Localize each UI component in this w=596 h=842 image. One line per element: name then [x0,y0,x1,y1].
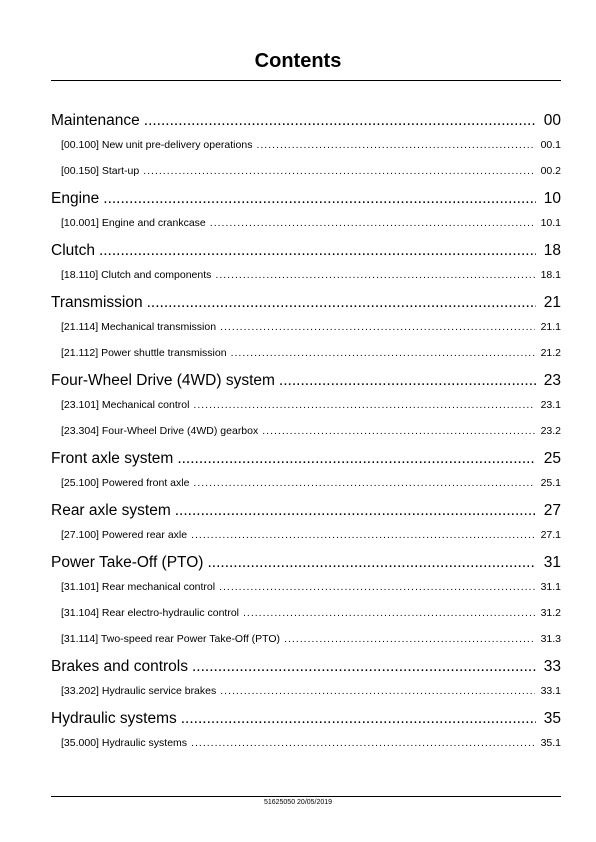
section-title: Rear axle system [51,502,171,519]
toc-section-entry[interactable] [51,190,561,210]
section-page-number: 35 [543,710,561,727]
section-page-number: 00 [543,112,561,129]
toc-subsection-entry[interactable] [51,600,561,626]
subsection-page-number: 33.1 [540,685,561,697]
footer-doc-id: 51625050 20/05/2019 [263,799,333,806]
toc-section [51,190,561,242]
section-title: Maintenance [51,112,140,129]
dot-leader [191,730,535,756]
subsection-page-number: 31.1 [540,581,561,593]
dot-leader [243,600,535,626]
subsection-page-number: 21.2 [540,347,561,359]
dot-leader [147,294,536,312]
section-spacer [51,756,561,762]
toc-section [51,502,561,554]
dot-leader [231,340,535,366]
toc-subsection-entry[interactable] [51,574,561,600]
subsection-title: [21.114] Mechanical transmission [61,321,217,333]
section-title: Transmission [51,294,143,311]
section-page-number: 18 [543,242,561,259]
subsection-title: [25.100] Powered front axle [61,477,190,489]
subsection-title: [00.100] New unit pre-delivery operations [61,139,253,151]
section-title: Four-Wheel Drive (4WD) system [51,372,275,389]
subsection-title: [31.101] Rear mechanical control [61,581,216,593]
title-divider [51,80,561,81]
section-page-number: 25 [543,450,561,467]
toc-section-entry[interactable] [51,450,561,470]
toc-subsection-entry[interactable] [51,418,561,444]
section-page-number: 31 [543,554,561,571]
toc-section [51,450,561,502]
subsection-page-number: 23.2 [540,425,561,437]
toc-subsection-entry[interactable] [51,210,561,236]
dot-leader [143,158,534,184]
page-title: Contents [254,50,342,72]
section-page-number: 21 [543,294,561,311]
subsection-page-number: 25.1 [540,477,561,489]
dot-leader [193,470,534,496]
subsection-title: [21.112] Power shuttle transmission [61,347,227,359]
dot-leader [144,112,536,130]
toc-subsection-entry[interactable] [51,314,561,340]
toc-section [51,112,561,190]
section-page-number: 27 [543,502,561,519]
footer-divider [51,796,561,797]
dot-leader [219,574,534,600]
subsection-title: [10.001] Engine and crankcase [61,217,206,229]
subsection-page-number: 31.3 [540,633,561,645]
toc-section [51,658,561,710]
subsection-page-number: 00.1 [540,139,561,151]
toc-section [51,242,561,294]
subsection-page-number: 18.1 [540,269,561,281]
subsection-page-number: 10.1 [540,217,561,229]
subsection-title: [23.101] Mechanical control [61,399,190,411]
toc-subsection-entry[interactable] [51,132,561,158]
subsection-title: [00.150] Start-up [61,165,140,177]
toc-subsection-entry[interactable] [51,262,561,288]
section-title: Power Take-Off (PTO) [51,554,204,571]
table-of-contents [51,112,561,762]
subsection-title: [27.100] Powered rear axle [61,529,188,541]
subsection-title: [31.104] Rear electro-hydraulic control [61,607,240,619]
subsection-title: [23.304] Four-Wheel Drive (4WD) gearbox [61,425,259,437]
section-title: Brakes and controls [51,658,188,675]
toc-section-entry[interactable] [51,710,561,730]
toc-section-entry[interactable] [51,372,561,392]
subsection-title: [31.114] Two-speed rear Power Take-Off (PTO) [61,633,281,645]
dot-leader [220,678,534,704]
toc-subsection-entry[interactable] [51,626,561,652]
section-title: Engine [51,190,100,207]
section-page-number: 33 [543,658,561,675]
toc-section-entry[interactable] [51,242,561,262]
toc-subsection-entry[interactable] [51,522,561,548]
toc-subsection-entry[interactable] [51,678,561,704]
subsection-page-number: 21.1 [540,321,561,333]
dot-leader [210,210,535,236]
section-page-number: 23 [543,372,561,389]
toc-section-entry[interactable] [51,294,561,314]
dot-leader [284,626,535,652]
section-title: Front axle system [51,450,174,467]
subsection-title: [35.000] Hydraulic systems [61,737,188,749]
toc-subsection-entry[interactable] [51,340,561,366]
toc-section-entry[interactable] [51,658,561,678]
dot-leader [279,372,536,390]
subsection-page-number: 31.2 [540,607,561,619]
toc-subsection-entry[interactable] [51,470,561,496]
dot-leader [215,262,534,288]
toc-section-entry[interactable] [51,112,561,132]
dot-leader [191,522,534,548]
section-page-number: 10 [543,190,561,207]
toc-section [51,294,561,372]
toc-section [51,710,561,762]
dot-leader [181,710,536,728]
subsection-title: [33.202] Hydraulic service brakes [61,685,217,697]
dot-leader [207,554,535,572]
dot-leader [262,418,534,444]
subsection-page-number: 27.1 [540,529,561,541]
subsection-page-number: 00.2 [540,165,561,177]
dot-leader [192,658,536,676]
section-title: Clutch [51,242,95,259]
toc-subsection-entry[interactable] [51,730,561,756]
dot-leader [256,132,534,158]
subsection-title: [18.110] Clutch and components [61,269,212,281]
dot-leader [220,314,535,340]
toc-subsection-entry[interactable] [51,158,561,184]
toc-section-entry[interactable] [51,554,561,574]
subsection-page-number: 23.1 [540,399,561,411]
dot-leader [99,242,536,260]
toc-section [51,554,561,658]
toc-section [51,372,561,450]
dot-leader [175,502,536,520]
dot-leader [103,190,535,208]
toc-subsection-entry[interactable] [51,392,561,418]
subsection-page-number: 35.1 [540,737,561,749]
section-title: Hydraulic systems [51,710,177,727]
toc-section-entry[interactable] [51,502,561,522]
dot-leader [193,392,534,418]
dot-leader [177,450,535,468]
